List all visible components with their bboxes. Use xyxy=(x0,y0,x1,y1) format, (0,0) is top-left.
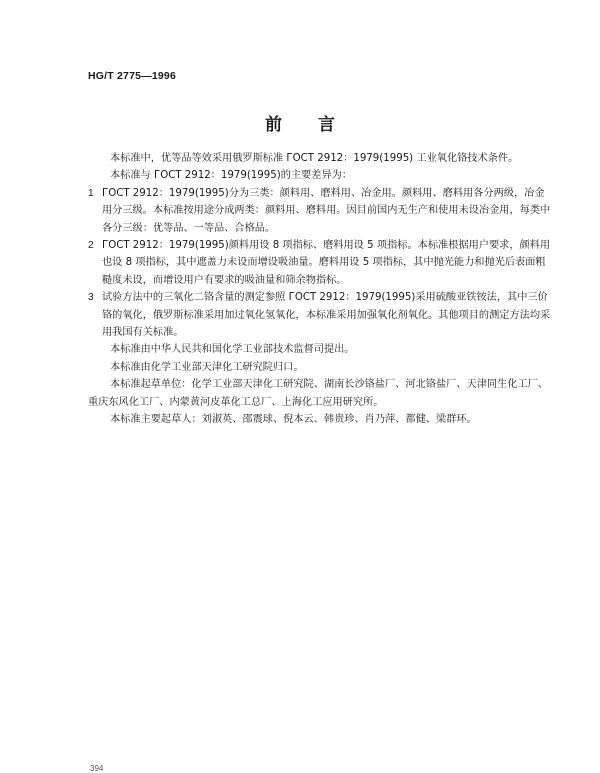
list-item-text: 试验方法中的三氧化二铬含量的测定参照 ГОСТ 2912：1979(1995)采用硫酸亚铁铵法，其中三价铬的氧化，俄罗斯标准采用加过氧化氢氧化，本标准采用加强氧化剂氧化。其他项目的测定方法均采用我国有关标准。 xyxy=(102,292,551,339)
standard-code: HG/T 2775—1996 xyxy=(88,70,177,82)
list-item-number: 1 xyxy=(88,187,94,199)
paragraph-differences: 本标准与 ГОСТ 2912：1979(1995)的主要差异为： xyxy=(110,170,353,182)
list-item-text: ГОСТ 2912：1979(1995)颜料用设 8 项指标、磨料用设 5 项指标。本标准根据用户要求，颜料用也设 8 项指标，其中遮盖力未设而增设吸油量。磨料用设 5 项指标，其中抛光能力和抛光后表面粗糙度未设，而增设用户有要求的吸油量和筛余物指标。 xyxy=(102,240,551,286)
paragraph-drafters: 本标准主要起草人：刘淑英、邵震球、倪本云、韩贵珍、肖乃萍、都健、梁群环。 xyxy=(110,414,477,426)
page-number: 394 xyxy=(90,764,104,773)
page-title: 前言 xyxy=(265,115,371,135)
paragraph-intro: 本标准中，优等品等效采用俄罗斯标准 ГОСТ 2912：1979(1995) 工业氧化铬技术条件。 xyxy=(110,153,519,164)
list-item xyxy=(88,289,552,341)
list-item-number: 2 xyxy=(88,240,94,252)
list-item xyxy=(88,185,552,237)
list-item-number: 3 xyxy=(88,292,94,304)
document-body xyxy=(88,150,552,429)
paragraph-proposed-by: 本标准由中华人民共和国化学工业部技术监督司提出。 xyxy=(110,344,355,356)
paragraph-drafting-units: 本标准起草单位：化学工业部天津化工研究院、湖南长沙铬盐厂、河北铬盐厂、天津同生化工厂、重庆东风化工厂、内蒙黄河皮革化工总厂、上海化工应用研究所。 xyxy=(88,379,549,408)
paragraph-managed-by: 本标准由化学工业部天津化工研究院归口。 xyxy=(110,361,304,373)
list-item xyxy=(88,237,552,289)
list-item-text: ГОСТ 2912：1979(1995)分为三类：颜料用、磨料用、冶金用。颜料用、磨料用各分两级，冶金用分三级。本标准按用途分成两类：颜料用、磨料用。因目前国内无生产和使用未设冶金用，每类中各分三级：优等品、一等品、合格品。 xyxy=(102,187,551,234)
